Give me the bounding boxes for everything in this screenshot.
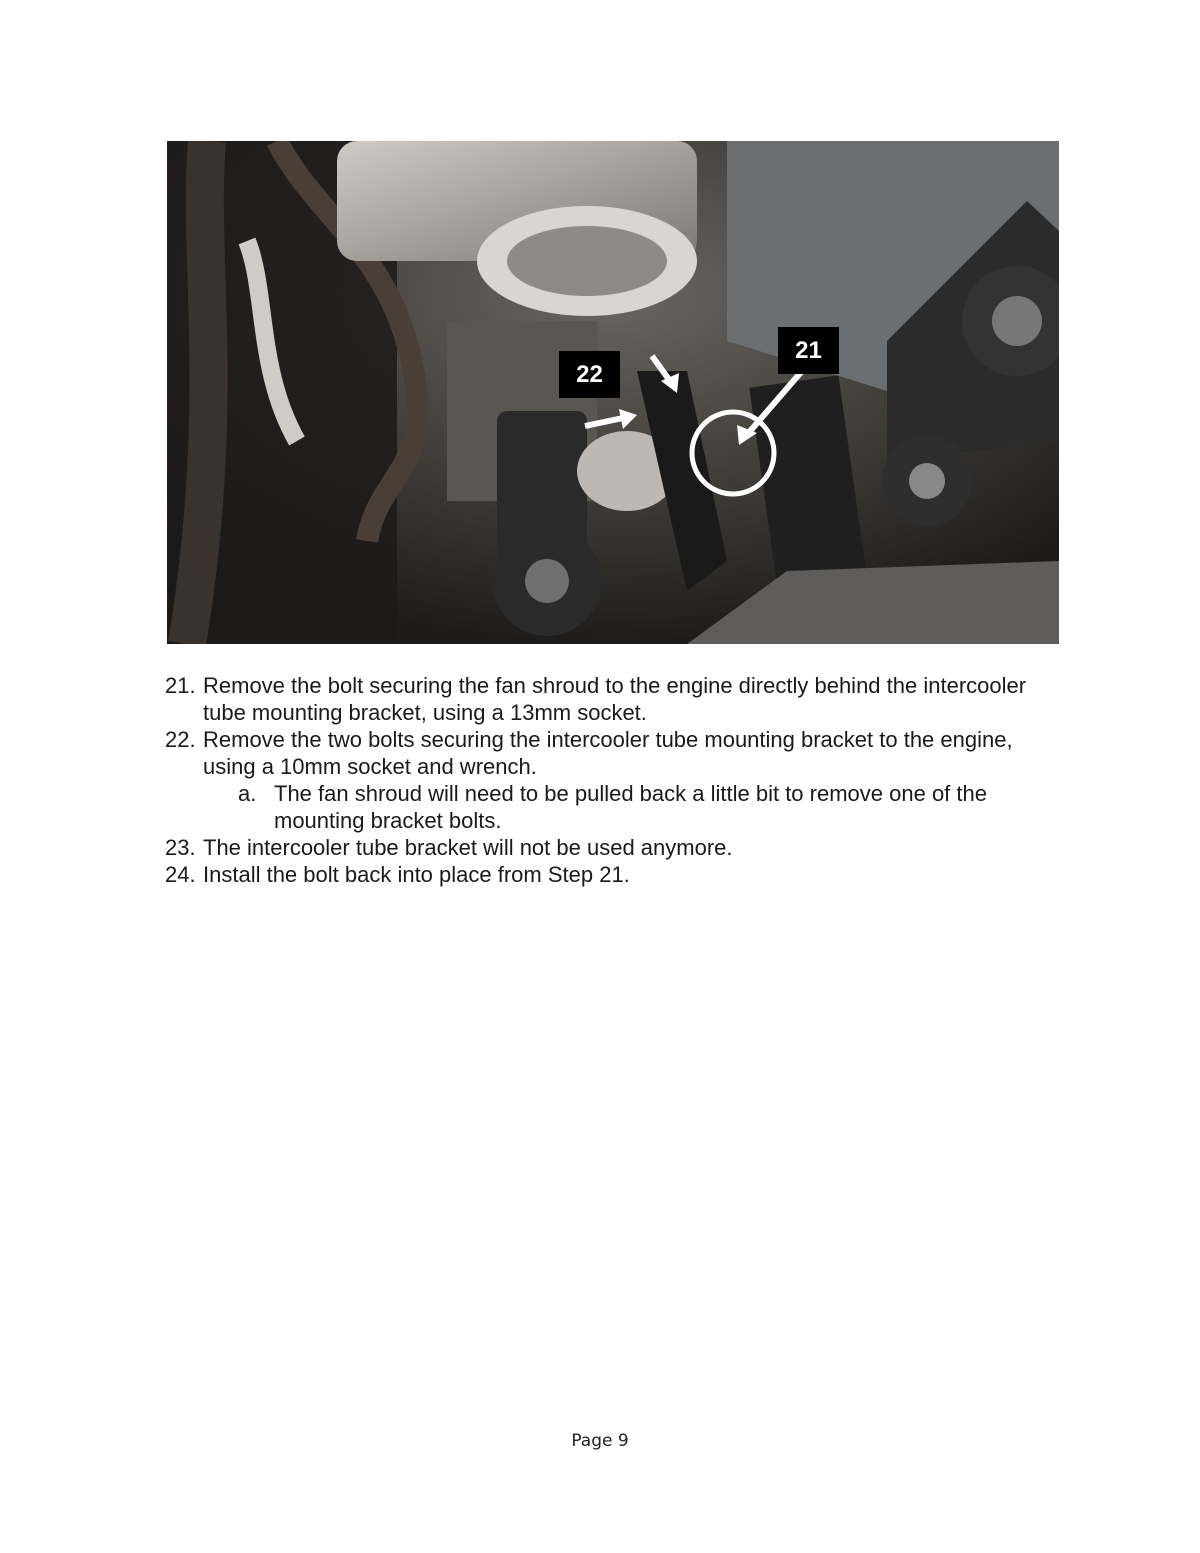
step-23 [165,834,1065,861]
step-number: 21. [165,673,196,698]
step-21 [165,672,1065,726]
step-24 [165,861,1065,888]
substep-letter: a. [238,781,257,806]
step-22a [165,780,1065,834]
step-number: 24. [165,862,196,887]
step-text: Remove the bolt securing the fan shroud to the engine directly behind the intercooler tube mounting bracket, using a 13mm socket. [203,673,1027,725]
instruction-steps [165,672,1065,888]
engine-bay-photo [167,141,1059,644]
substep-text: The fan shroud will need to be pulled back a little bit to remove one of the mounting bracket bolts. [274,781,987,833]
step-text: The intercooler tube bracket will not be used anymore. [203,835,733,860]
step-text: Install the bolt back into place from Step 21. [203,862,630,887]
step-number: 22. [165,727,196,752]
callout-label-21: 21 [778,327,839,374]
step-22 [165,726,1065,780]
step-text: Remove the two bolts securing the intercooler tube mounting bracket to the engine, using a 10mm socket and wrench. [203,727,1013,779]
page-number: Page 9 [571,1431,629,1451]
step-number: 23. [165,835,196,860]
callout-label-22: 22 [559,351,620,398]
